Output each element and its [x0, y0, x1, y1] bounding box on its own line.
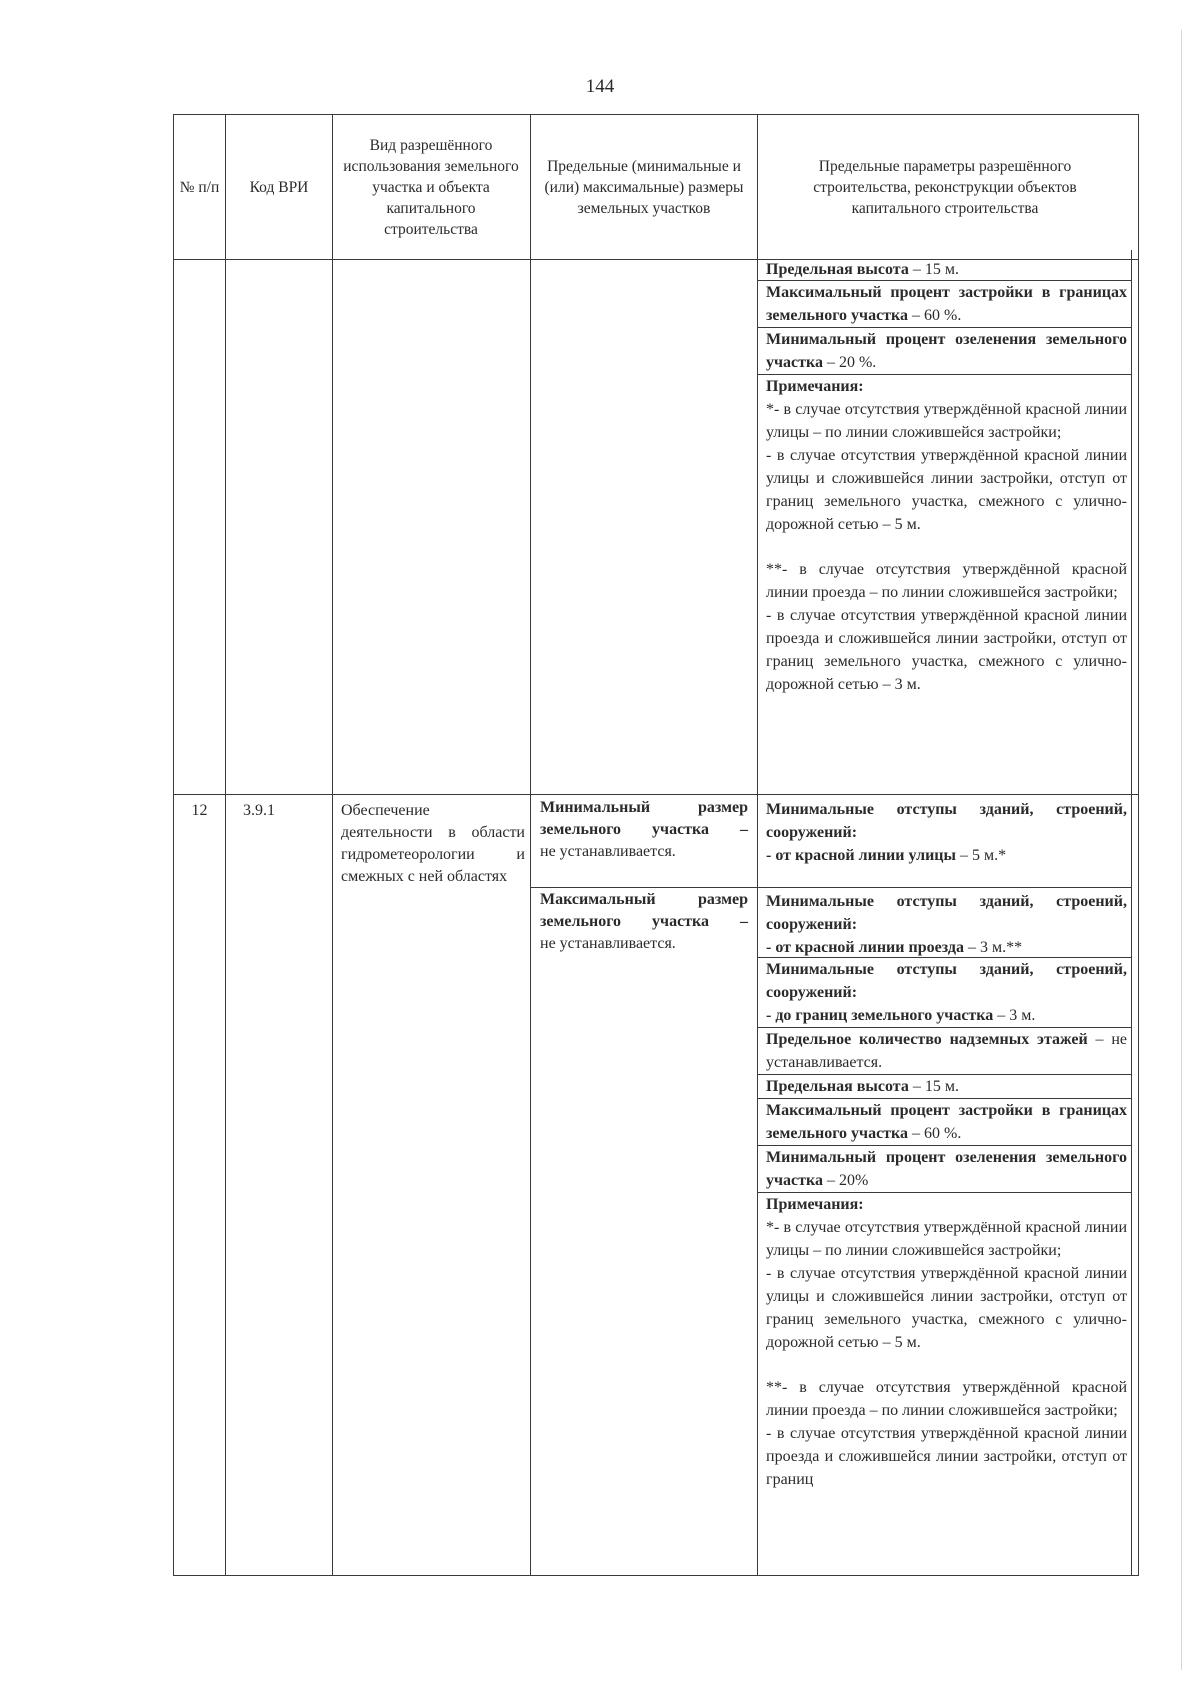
min-green-param-12: Минимальный процент озеленения земельного участка – 20% — [766, 1149, 1127, 1189]
max-height-param-12: Предельная высота – 15 м. — [766, 1078, 959, 1095]
params-inner-border — [1131, 250, 1132, 1576]
floors-param: Предельное количество надземных этажей – не устанавливается. — [766, 1031, 1127, 1071]
header-use: Вид разрешённого использования земельного участка и объекта капитального строительства — [343, 136, 519, 238]
row-border — [757, 887, 1131, 888]
col-divider-3 — [530, 114, 531, 1576]
col-divider-4 — [757, 114, 758, 1576]
min-size-cell: Минимальный размер земельного участка – не устанавливается. — [540, 799, 748, 860]
row-12-top-border — [173, 794, 1139, 795]
header-size: Предельные (минимальные и (или) максимальные) размеры земельных участков — [544, 157, 744, 217]
row-12-code: 3.9.1 — [243, 802, 275, 819]
note-2a: **- в случае отсутствия утверждённой красной линии проезда – по линии сложившейся застройки; — [766, 1379, 1127, 1419]
max-coverage-param-12: Максимальный процент застройки в границах земельного участка – 60 %. — [766, 1102, 1127, 1142]
row-12-use: Обеспечение деятельности в области гидрометеорологии и смежных с ней областях — [341, 802, 525, 885]
notes-title: Примечания: — [766, 1196, 864, 1213]
notes-title: Примечания: — [766, 378, 864, 395]
note-2b: - в случае отсутствия утверждённой красной линии проезда и сложившейся линии застройки, отступ от границ земельного участка, смежного с улично-дорожной сетью – 3 м. — [766, 607, 1127, 693]
setback-street-param: Минимальные отступы зданий, строений, сооружений: - от красной линии улицы – 5 м.* — [766, 801, 1127, 864]
note-1a: *- в случае отсутствия утверждённой красной линии улицы – по линии сложившейся застройки; — [766, 1219, 1127, 1259]
col-divider-2 — [332, 114, 333, 1576]
max-size-cell: Максимальный размер земельного участка – не устанавливается. — [540, 891, 748, 952]
note-1a: *- в случае отсутствия утверждённой красной линии улицы – по линии сложившейся застройки; — [766, 401, 1127, 441]
note-2b: - в случае отсутствия утверждённой красной линии проезда и сложившейся линии застройки, отступ от границ — [766, 1425, 1127, 1488]
notes-block-12 — [766, 1193, 1127, 1491]
setback-driveway-param: Минимальные отступы зданий, строений, сооружений: - от красной линии проезда – 3 м.** — [766, 893, 1127, 956]
header-params: Предельные параметры разрешённого строительства, реконструкции объектов капитального строительства — [813, 157, 1077, 217]
note-2a: **- в случае отсутствия утверждённой красной линии проезда – по линии сложившейся застройки; — [766, 561, 1127, 601]
setback-boundary-param: Минимальные отступы зданий, строений, сооружений: - до границ земельного участка – 3 м. — [766, 961, 1127, 1024]
min-green-param: Минимальный процент озеленения земельного участка – 20 %. — [766, 331, 1127, 371]
scan-edge-line — [1181, 30, 1182, 1670]
col-divider-1 — [225, 114, 226, 1576]
notes-block — [766, 375, 1127, 696]
note-1b: - в случае отсутствия утверждённой красной линии улицы и сложившейся линии застройки, отступ от границ земельного участка, смежного с улично-дорожной сетью – 5 м. — [766, 1265, 1127, 1351]
note-1b: - в случае отсутствия утверждённой красной линии улицы и сложившейся линии застройки, отступ от границ земельного участка, смежного с улично-дорожной сетью – 5 м. — [766, 447, 1127, 533]
row-12-number: 12 — [191, 802, 208, 819]
max-height-param: Предельная высота – 15 м. — [766, 261, 959, 278]
page-number: 144 — [585, 76, 615, 97]
header-no: № п/п — [179, 178, 220, 196]
size-row-border — [530, 887, 757, 888]
max-coverage-param: Максимальный процент застройки в границах земельного участка – 60 %. — [766, 284, 1127, 324]
header-code: Код ВРИ — [249, 178, 309, 196]
